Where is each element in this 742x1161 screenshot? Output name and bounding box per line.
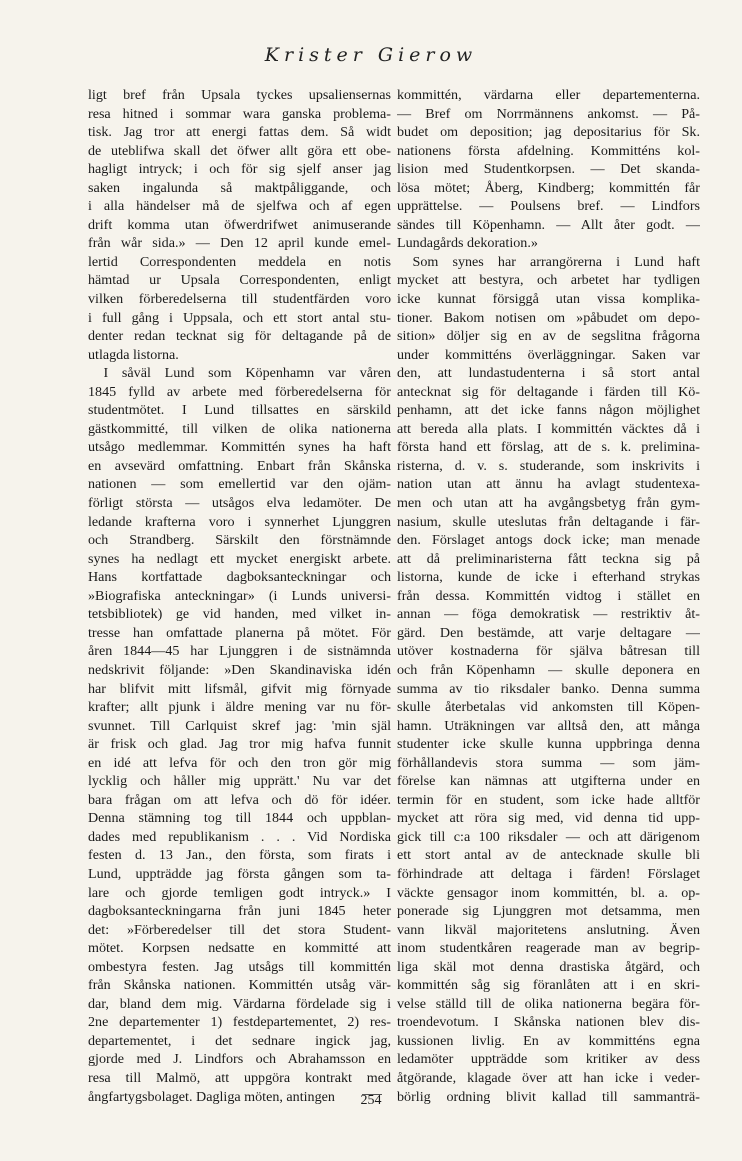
- text-line: vilken förberedelserna till studentfärden voro: [88, 291, 391, 308]
- text-line: och Strandberg. Särskilt den förstnämnde: [88, 532, 391, 549]
- text-line: de uteblifwa skall det öfwer allt göra ett obe-: [88, 142, 391, 159]
- text-line: i alla händelser må de sjelfwa och af egen: [88, 198, 391, 215]
- text-line: ledande krafterna voro i synnerhet Ljunggren: [88, 513, 391, 530]
- right-column: [397, 86, 700, 1106]
- text-line: sändes till Köpenhamn. — Allt åter godt. —: [397, 216, 700, 233]
- text-line: departementet, i det sednare ingick jag,: [88, 1032, 391, 1049]
- text-line: ångfartygsbolaget. Dagliga möten, antingen: [88, 1088, 335, 1105]
- text-line: studentmötet. I Lund tillsattes en särskild: [88, 402, 391, 419]
- text-line: sition» döljer sig en av de segslitna frågorna: [397, 328, 700, 345]
- text-line: gjorde med J. Lindfors och Abrahamsson en: [88, 1051, 391, 1068]
- text-line: börlig ordning blivit kallad till sammanträ-: [397, 1088, 700, 1105]
- page-number: 254: [360, 1093, 382, 1108]
- text-line: ligt bref från Upsala tyckes upsaliensernas: [88, 87, 391, 103]
- text-line: liga skäl mot denna drastiska åtgärd, och: [397, 958, 700, 975]
- text-line: drift komma utan öfwerdrifwet animuserande: [88, 216, 391, 233]
- text-line: — Bref om Norrmännens ankomst. — På-: [397, 105, 700, 122]
- text-line: kommittén såg sig föranlåten att i en skri-: [397, 977, 700, 994]
- text-line: 1845 fylld av arbete med förberedelserna för: [88, 383, 391, 400]
- text-line: utöver kostnaderna för själva båtresan till: [397, 643, 700, 660]
- text-line: synes ha nedlagt ett mycket energiskt arbete.: [88, 550, 391, 567]
- text-line: resa till Malmö, att uppgöra kontrakt med: [88, 1069, 391, 1086]
- text-line: inom studentkåren reagerade man av begrip-: [397, 940, 700, 957]
- text-line: gästkommitté, till vilken de olika nationerna: [88, 420, 391, 437]
- text-line: och från Köpenhamn — skulle deponera en: [397, 661, 700, 678]
- text-line: gärd. Den bestämde, att varje deltagare —: [397, 624, 700, 641]
- text-line: lertid Correspondenten meddela en notis: [88, 253, 391, 270]
- text-line: mötet. Korpsen nedsatte en kommitté att: [88, 940, 391, 957]
- text-line: festen d. 13 Jan., den första, som firats i: [88, 847, 391, 864]
- text-line: ett stort antal av de antecknade skulle bli: [397, 847, 700, 864]
- text-line: risterna, d. v. s. studerande, som inskrivits i: [397, 457, 700, 474]
- text-line: det: »Förberedelser till det stora Student-: [88, 921, 391, 938]
- text-line: tresse han omfattade planerna på mötet. För: [88, 624, 391, 641]
- text-line: hämtad ur Upsala Correspondenten, enligt: [88, 272, 391, 289]
- text-line: nationen — som emellertid var den ojäm-: [88, 476, 391, 493]
- text-line: lycklig och håller mig upprätt.' Nu var det: [88, 773, 391, 790]
- text-line: en idé att lefva för och den tron gör mig: [88, 754, 391, 771]
- text-line: annan — föga demokratisk — restriktiv åt-: [397, 606, 700, 623]
- text-line: kussionen livlig. En av kommitténs egna: [397, 1032, 700, 1049]
- text-line: ledamöter uppträdde som kritiker av dess: [397, 1051, 700, 1068]
- text-line: ponerade sig Ljunggren mot detsamma, men: [397, 903, 700, 920]
- text-line: nationens första afdelning. Kommitténs kol-: [397, 142, 700, 159]
- text-line: den. Förslaget antogs dock icke; man menade: [397, 532, 700, 549]
- text-line: nation utan att ännu ha avlagt studentexa-: [397, 476, 700, 493]
- text-line: den, att lundastudenterna i så stort antal: [397, 365, 700, 382]
- text-line: lare och gjorde temligen godt intryck.» I: [88, 884, 391, 901]
- text-line: förhållandevis stora summa — som jäm-: [397, 754, 700, 771]
- text-line: kommittén, värdarna eller departementerna.: [397, 87, 700, 103]
- text-line: svunnet. Till Carlquist skref jag: 'min själ: [88, 717, 391, 734]
- text-line: förligt största — utsågos elva ledamöter. De: [88, 495, 391, 512]
- text-line: första hand ett förslag, att de s. k. prelimina-: [397, 439, 700, 456]
- text-line: troendevotum. I Skånska nationen blev dis-: [397, 1014, 700, 1031]
- text-line: förhindrade att deltaga i färden! Förslaget: [397, 865, 700, 882]
- text-line: från wår sida.» — Den 12 april kunde emel-: [88, 235, 391, 252]
- text-line: dar, bland dem mig. Värdarna fördelade sig i: [88, 995, 391, 1012]
- text-line: summa av tio riksdaler banko. Denna summa: [397, 680, 700, 697]
- text-line: men och utan att ha avgångsbetyg från gym-: [397, 495, 700, 512]
- text-line: dagboksanteckningarna från juni 1845 heter: [88, 903, 391, 920]
- text-line: I såväl Lund som Köpenhamn var våren: [103, 365, 391, 382]
- text-line: att då preliminaristerna fått teckna sig på: [397, 550, 700, 567]
- text-line: förelse kan nämnas att utgifterna under en: [397, 773, 700, 790]
- text-line: denter redan tecknat sig för deltagande på de: [88, 328, 391, 345]
- text-line: resa hitned i sommar wara ganska problema-: [88, 105, 391, 122]
- text-line: tetsbibliotek) ge vid handen, med vilket in-: [88, 606, 391, 623]
- text-line: från Skånska nationen. Kommittén utsåg vär-: [88, 977, 391, 994]
- text-line: nedskrivit följande: »Den Skandinaviska idén: [88, 661, 391, 678]
- text-line: termin för en student, som icke hade alltför: [397, 791, 700, 808]
- left-column: [88, 86, 391, 1106]
- text-line: från dessa. Kommittén vidtog i stället en: [397, 587, 700, 604]
- text-line: mycket att bestyra, och arbetet har tydligen: [397, 272, 700, 289]
- text-line: Som synes har arrangörerna i Lund haft: [412, 253, 700, 270]
- text-line: gick till c:a 100 riksdaler — och att därigenom: [397, 828, 700, 845]
- text-line: krafter; allt pjunk i äldre mening var nu för-: [88, 699, 391, 716]
- text-line: åtgörande, klagade över att han icke i veder-: [397, 1069, 700, 1086]
- text-line: dades med republikanism . . . Vid Nordiska: [88, 828, 391, 845]
- text-line: en avsevärd omfattning. Enbart från Skånska: [88, 457, 391, 474]
- text-line: åren 1844—45 har Ljunggren i de sistnämnda: [88, 643, 391, 660]
- text-line: antecknat sig för deltagande i färden till Kö-: [397, 383, 700, 400]
- text-line: listorna, kunde de icke i efterhand strykas: [397, 569, 700, 586]
- text-line: under kommitténs överläggningar. Saken var: [397, 346, 700, 363]
- text-line: ombestyra festen. Jag utsågs till kommittén: [88, 958, 391, 975]
- text-line: hagligt intryck; i och för sig sjelf anser jag: [88, 161, 391, 178]
- text-line: budet om deposition; jag depositarius för Sk.: [397, 124, 700, 141]
- text-line: mycket att röra sig med, vid denna tid upp-: [397, 810, 700, 827]
- text-line: att bereda alla plats. I kommittén väcktes då i: [397, 420, 700, 437]
- text-line: i full gång i Uppsala, och ett stort antal stu-: [88, 309, 391, 326]
- text-line: utlagda listorna.: [88, 346, 179, 363]
- text-line: upprättelse. — Poulsens bref. — Lindfors: [397, 198, 700, 215]
- text-line: tioner. Bakom notisen om »påbudet om depo-: [397, 309, 700, 326]
- text-line: Hans kortfattade dagboksanteckningar och: [88, 569, 391, 586]
- text-line: Lund, uppträdde jag första gången som ta-: [88, 865, 391, 882]
- text-line: Lundagårds dekoration.»: [397, 235, 538, 252]
- text-line: bara frågan om att lefva och dö för idéer.: [88, 791, 391, 808]
- text-line: tisk. Jag tror att energi fattas dem. Så widt: [88, 124, 391, 141]
- running-head: Krister Gierow: [264, 44, 478, 66]
- text-line: lösa mötet; Åberg, Kindberg; kommittén får: [397, 179, 700, 196]
- text-line: utsågo medlemmar. Kommittén synes ha haft: [88, 439, 391, 456]
- text-line: vann likväl majoritetens anslutning. Även: [397, 921, 700, 938]
- text-line: skulle återbetalas vid ankomsten till Köpen-: [397, 699, 700, 716]
- text-line: icke kunnat försiggå utan vissa komplika-: [397, 291, 700, 308]
- text-line: har blifvit mitt lifsmål, gifvit mig förnyade: [88, 680, 391, 697]
- text-line: 2ne departementer 1) festdepartementet, 2) res-: [88, 1014, 391, 1031]
- text-line: penhamn, att det icke fanns någon möjlighet: [397, 402, 700, 419]
- text-line: väckte gensagor inom kommittén, bl. a. op-: [397, 884, 700, 901]
- text-line: hamn. Uträkningen var alltså den, att många: [397, 717, 700, 734]
- text-line: studenter icke skulle kunna uppbringa denna: [397, 736, 700, 753]
- text-line: Denna stämning tog till 1844 och uppblan-: [88, 810, 391, 827]
- text-line: saken ingalunda så maktpåliggande, och: [88, 179, 391, 196]
- text-line: nasium, skulle uteslutas från deltagande i fär-: [397, 513, 700, 530]
- text-line: lision med Studentkorpsen. — Det skanda-: [397, 161, 700, 178]
- text-line: är frisk och glad. Jag tror mig hafva funnit: [88, 736, 391, 753]
- text-line: velse ställd till de olika nationerna begära för-: [397, 995, 700, 1012]
- text-line: »Biografiska anteckningar» (i Lunds universi-: [88, 587, 391, 604]
